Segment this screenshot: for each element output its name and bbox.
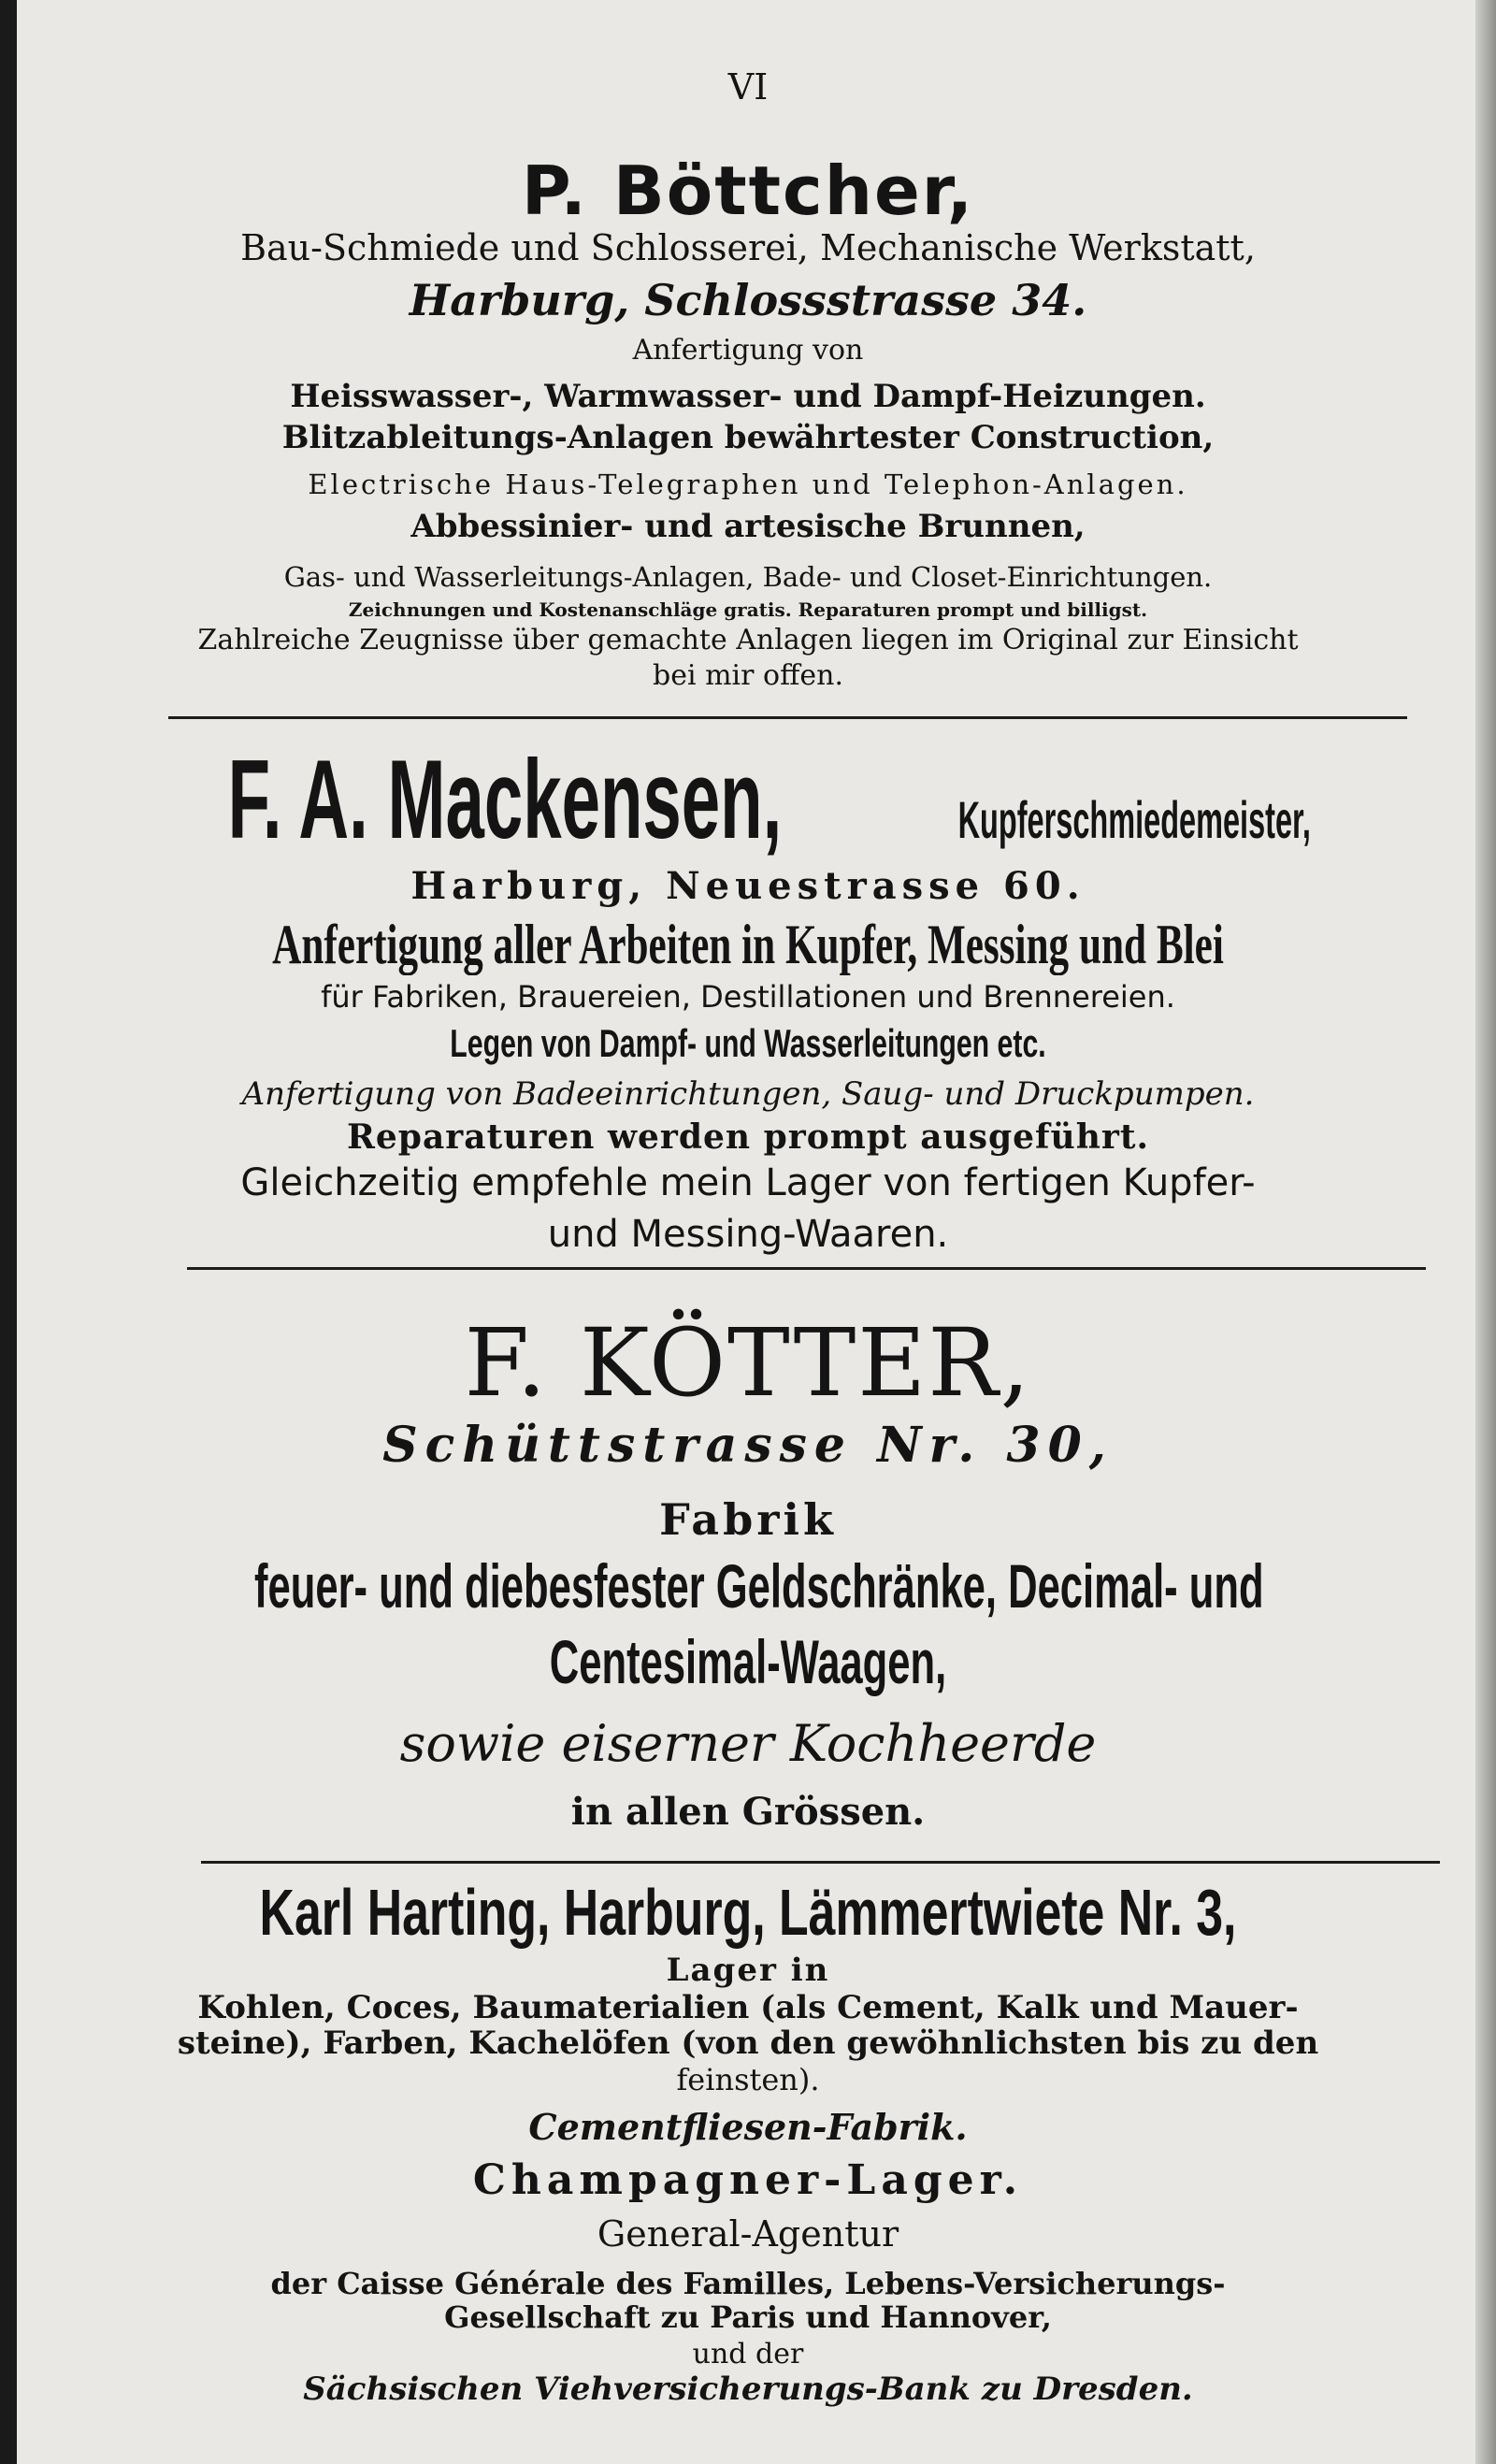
ad4-heading: Lager in	[666, 1952, 830, 1989]
ad4-line10: Sächsischen Viehversicherungs-Bank zu Dresden.	[303, 2370, 1193, 2408]
ad2-name: F. A. Mackensen,	[227, 737, 783, 862]
ad2-line6: Gleichzeitig empfehle mein Lager von fertigen Kupfer-	[240, 1161, 1256, 1204]
ad4-line9: und der	[692, 2338, 804, 2370]
ad3-line4: in allen Grössen.	[570, 1790, 926, 1834]
ad2-line4: Anfertigung von Badeeinrichtungen, Saug- und Druckpumpen.	[241, 1075, 1255, 1113]
ad3-address: Schüttstrasse Nr. 30,	[382, 1417, 1114, 1474]
ad2-line5: Reparaturen werden prompt ausgeführt.	[346, 1117, 1150, 1157]
ad4-name: Karl Harting, Harburg, Lämmertwiete Nr. 3,	[259, 1876, 1237, 1949]
ad1-line6: Zeichnungen und Kostenanschläge gratis. Reparaturen prompt und billigst.	[348, 598, 1148, 621]
ad4-line5: Champagner-Lager.	[472, 2156, 1024, 2204]
ad2-line7: und Messing-Waaren.	[547, 1213, 949, 1256]
ad2-address: Harburg, Neuestrasse 60.	[410, 864, 1086, 908]
ad1-name: P. Böttcher,	[521, 151, 975, 230]
ad3-line2: Centesimal-Waagen,	[549, 1627, 947, 1696]
ad1-line8: bei mir offen.	[653, 659, 843, 692]
ad1-line2: Blitzableitungs-Anlagen bewährtester Construction,	[281, 419, 1215, 456]
ad4-line8: Gesellschaft zu Paris und Hannover,	[444, 2299, 1052, 2335]
ad3-name: F. KÖTTER,	[464, 1308, 1032, 1418]
ad4-line7: der Caisse Générale des Familles, Lebens-Versicherungs-	[270, 2266, 1226, 2301]
ad3-heading: Fabrik	[659, 1494, 837, 1545]
ad2-line2: für Fabriken, Brauereien, Destillationen und Brennereien.	[321, 979, 1175, 1015]
ad1-line1: Heisswasser-, Warmwasser- und Dampf-Heizungen.	[290, 378, 1206, 415]
ad1-line5: Gas- und Wasserleitungs-Anlagen, Bade- und Closet-Einrichtungen.	[283, 561, 1213, 593]
ad3-line3: sowie eiserner Kochheerde	[399, 1714, 1097, 1773]
divider	[168, 716, 1407, 719]
ad4-line4: Cementfliesen-Fabrik.	[528, 2106, 968, 2148]
ad2-heading-row	[0, 739, 1496, 860]
ad1-trade: Bau-Schmiede und Schlosserei, Mechanische Werkstatt,	[240, 227, 1256, 268]
divider	[187, 1267, 1426, 1270]
page-number: VI	[727, 66, 769, 108]
ad1-line7: Zahlreiche Zeugnisse über gemachte Anlagen liegen im Original zur Einsicht	[197, 624, 1299, 656]
ad1-line4: Abbessinier- und artesische Brunnen,	[410, 508, 1086, 545]
ad1-intro: Anfertigung von	[632, 334, 864, 367]
ad1-address: Harburg, Schlossstrasse 34.	[409, 275, 1087, 325]
ad4-line2: steine), Farben, Kachelöfen (von den gewöhnlichsten bis zu den	[177, 2025, 1319, 2062]
ad1-line3: Electrische Haus-Telegraphen und Telephon-Anlagen.	[308, 468, 1188, 500]
ad4-line1: Kohlen, Coces, Baumaterialien (als Cement, Kalk und Mauer-	[197, 1989, 1299, 2026]
ad4-line3: feinsten).	[676, 2062, 820, 2097]
ad3-line1: feuer- und diebesfester Geldschränke, Decimal- und	[254, 1551, 1264, 1621]
ad2-title: Kupferschmiedemeister,	[957, 790, 1311, 849]
ad4-line6: General-Agentur	[597, 2213, 899, 2255]
ad2-line1: Anfertigung aller Arbeiten in Kupfer, Messing und Blei	[272, 914, 1224, 975]
ad2-line3: Legen von Dampf- und Wasserleitungen etc.	[450, 1021, 1046, 1065]
divider	[201, 1861, 1440, 1864]
